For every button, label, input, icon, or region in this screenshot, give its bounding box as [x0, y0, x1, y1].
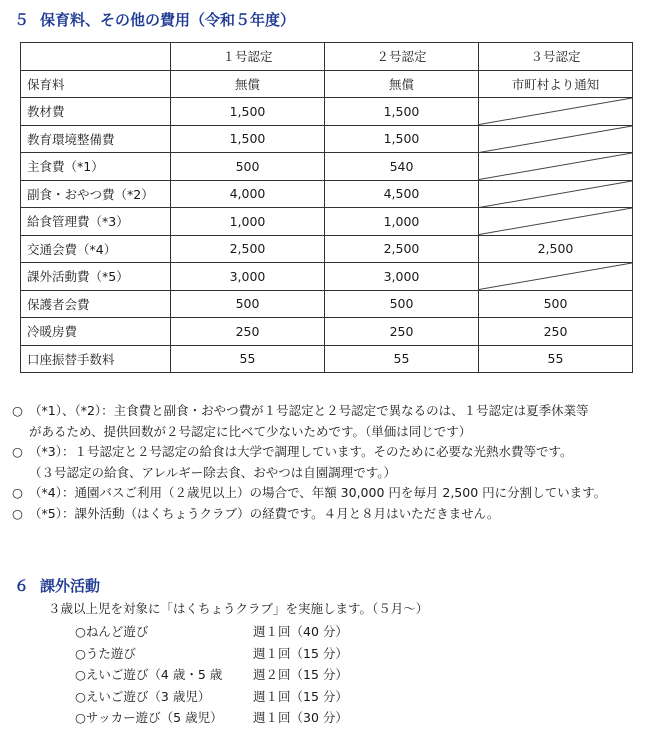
fee-value-type-2: 2,500: [325, 235, 479, 263]
fee-item-label: 保育料: [21, 70, 171, 98]
fee-value-type-1: 2,500: [171, 235, 325, 263]
fee-item-label: 口座振替手数料: [21, 345, 171, 373]
diagonal-slash-icon: [479, 153, 632, 180]
note-line: [12, 483, 644, 504]
fee-value-type-3: 250: [479, 318, 633, 346]
not-applicable-cell: [479, 180, 633, 208]
fee-value-type-2: 250: [325, 318, 479, 346]
fee-value-type-1: 1,500: [171, 98, 325, 126]
activity-name: ○サッカー遊び（5 歳児）: [75, 710, 223, 725]
section-5-title: 保育料、その他の費用（令和５年度）: [40, 11, 296, 29]
fee-row: [21, 153, 633, 181]
note-line: [12, 422, 644, 443]
fee-item-label: 冷暖房費: [21, 318, 171, 346]
fee-value-type-2: 55: [325, 345, 479, 373]
activity-list: [75, 621, 348, 729]
activity-item: [75, 621, 348, 643]
notes-list: [12, 401, 644, 524]
activity-frequency: 週１回（15 分）: [253, 688, 348, 704]
fee-value-type-2: 540: [325, 153, 479, 181]
fee-value-type-2: 3,000: [325, 263, 479, 291]
fee-value-type-1: 3,000: [171, 263, 325, 291]
bullet-circle-icon: ○: [12, 403, 23, 418]
note-text: （３号認定の給食、アレルギー除去食、おやつは自園調理です。）: [29, 464, 396, 480]
activity-item: [75, 643, 348, 665]
activity-name: ○ねんど遊び: [75, 624, 149, 639]
fee-value-type-3: 市町村より通知: [479, 70, 633, 98]
note-line: [12, 463, 644, 484]
fee-item-label: 教育環境整備費: [21, 125, 171, 153]
fee-value-type-2: 1,000: [325, 208, 479, 236]
note-line: [12, 442, 644, 463]
not-applicable-cell: [479, 98, 633, 126]
fee-value-type-2: 4,500: [325, 180, 479, 208]
fee-value-type-1: 500: [171, 290, 325, 318]
fee-table-header-row: [21, 43, 633, 71]
diagonal-slash-icon: [479, 208, 632, 235]
fee-value-type-1: 1,000: [171, 208, 325, 236]
fee-value-type-3: 500: [479, 290, 633, 318]
note-text: （*4）：通園バスご利用（２歳児以上）の場合で、年額 30,000 円を毎月 2,500 円に分割しています。: [29, 485, 607, 500]
bullet-circle-icon: ○: [12, 485, 23, 500]
activity-item: [75, 664, 348, 686]
fee-row: [21, 98, 633, 126]
fee-item-label: 課外活動費（*5）: [21, 263, 171, 291]
fee-value-type-2: 1,500: [325, 125, 479, 153]
fee-value-type-1: 1,500: [171, 125, 325, 153]
section-6-heading: [14, 575, 100, 596]
club-intro: ３歳以上児を対象に「はくちょうクラブ」を実施します。（５月～）: [48, 601, 429, 616]
fee-row: [21, 180, 633, 208]
note-line: [12, 401, 644, 422]
section-6-number: ６: [14, 577, 30, 595]
header-type-3: ３号認定: [479, 43, 633, 71]
fee-value-type-1: 4,000: [171, 180, 325, 208]
fee-value-type-3: 2,500: [479, 235, 633, 263]
fee-row: [21, 235, 633, 263]
header-type-1: １号認定: [171, 43, 325, 71]
note-text: （*1）、（*2）：主食費と副食・おやつ費が１号認定と２号認定で異なるのは、１号認定は夏季休業等: [29, 403, 589, 418]
activity-name: ○うた遊び: [75, 645, 136, 661]
fee-item-label: 主食費（*1）: [21, 153, 171, 181]
note-text: があるため、提供回数が２号認定に比べて少ないためです。（単価は同じです）: [29, 423, 472, 439]
fee-row: [21, 263, 633, 291]
not-applicable-cell: [479, 125, 633, 153]
section-5-number: ５: [14, 11, 30, 29]
fee-value-type-2: 無償: [325, 70, 479, 98]
fee-value-type-3: 55: [479, 345, 633, 373]
activity-frequency: 週１回（30 分）: [253, 710, 348, 725]
activity-item: [75, 686, 348, 708]
fee-item-label: 交通会費（*4）: [21, 235, 171, 263]
diagonal-slash-icon: [479, 263, 632, 290]
fee-value-type-1: 250: [171, 318, 325, 346]
fee-value-type-1: 500: [171, 153, 325, 181]
fee-table: [20, 42, 633, 373]
fee-value-type-1: 無償: [171, 70, 325, 98]
bullet-circle-icon: ○: [12, 505, 23, 521]
activity-frequency: 週１回（40 分）: [253, 624, 348, 639]
fee-item-label: 保護者会費: [21, 290, 171, 318]
activity-name: ○えいご遊び（4 歳・5 歳: [75, 667, 223, 682]
fee-row: [21, 345, 633, 373]
note-text: （*3）：１号認定と２号認定の給食は大学で調理しています。そのために必要な光熱水費等です。: [29, 444, 573, 459]
fee-value-type-2: 500: [325, 290, 479, 318]
diagonal-slash-icon: [479, 126, 632, 153]
fee-item-label: 教材費: [21, 98, 171, 126]
activity-frequency: 週２回（15 分）: [253, 667, 348, 682]
diagonal-slash-icon: [479, 181, 632, 208]
activity-item: [75, 707, 348, 729]
header-blank: [21, 43, 171, 71]
bullet-circle-icon: ○: [12, 444, 23, 459]
note-text: （*5）：課外活動（はくちょうクラブ）の経費です。４月と８月はいただきません。: [29, 505, 500, 521]
fee-item-label: 給食管理費（*3）: [21, 208, 171, 236]
activity-frequency: 週１回（15 分）: [253, 645, 348, 661]
not-applicable-cell: [479, 153, 633, 181]
activity-name: ○えいご遊び（3 歳児）: [75, 688, 211, 704]
fee-row: [21, 290, 633, 318]
note-line: [12, 504, 644, 525]
fee-row: [21, 125, 633, 153]
fee-row: [21, 318, 633, 346]
fee-item-label: 副食・おやつ費（*2）: [21, 180, 171, 208]
header-type-2: ２号認定: [325, 43, 479, 71]
fee-value-type-2: 1,500: [325, 98, 479, 126]
not-applicable-cell: [479, 208, 633, 236]
not-applicable-cell: [479, 263, 633, 291]
diagonal-slash-icon: [479, 98, 632, 125]
fee-row: [21, 208, 633, 236]
fee-value-type-1: 55: [171, 345, 325, 373]
section-6-title: 課外活動: [40, 577, 101, 595]
fee-row: [21, 70, 633, 98]
section-5-heading: [14, 9, 295, 30]
